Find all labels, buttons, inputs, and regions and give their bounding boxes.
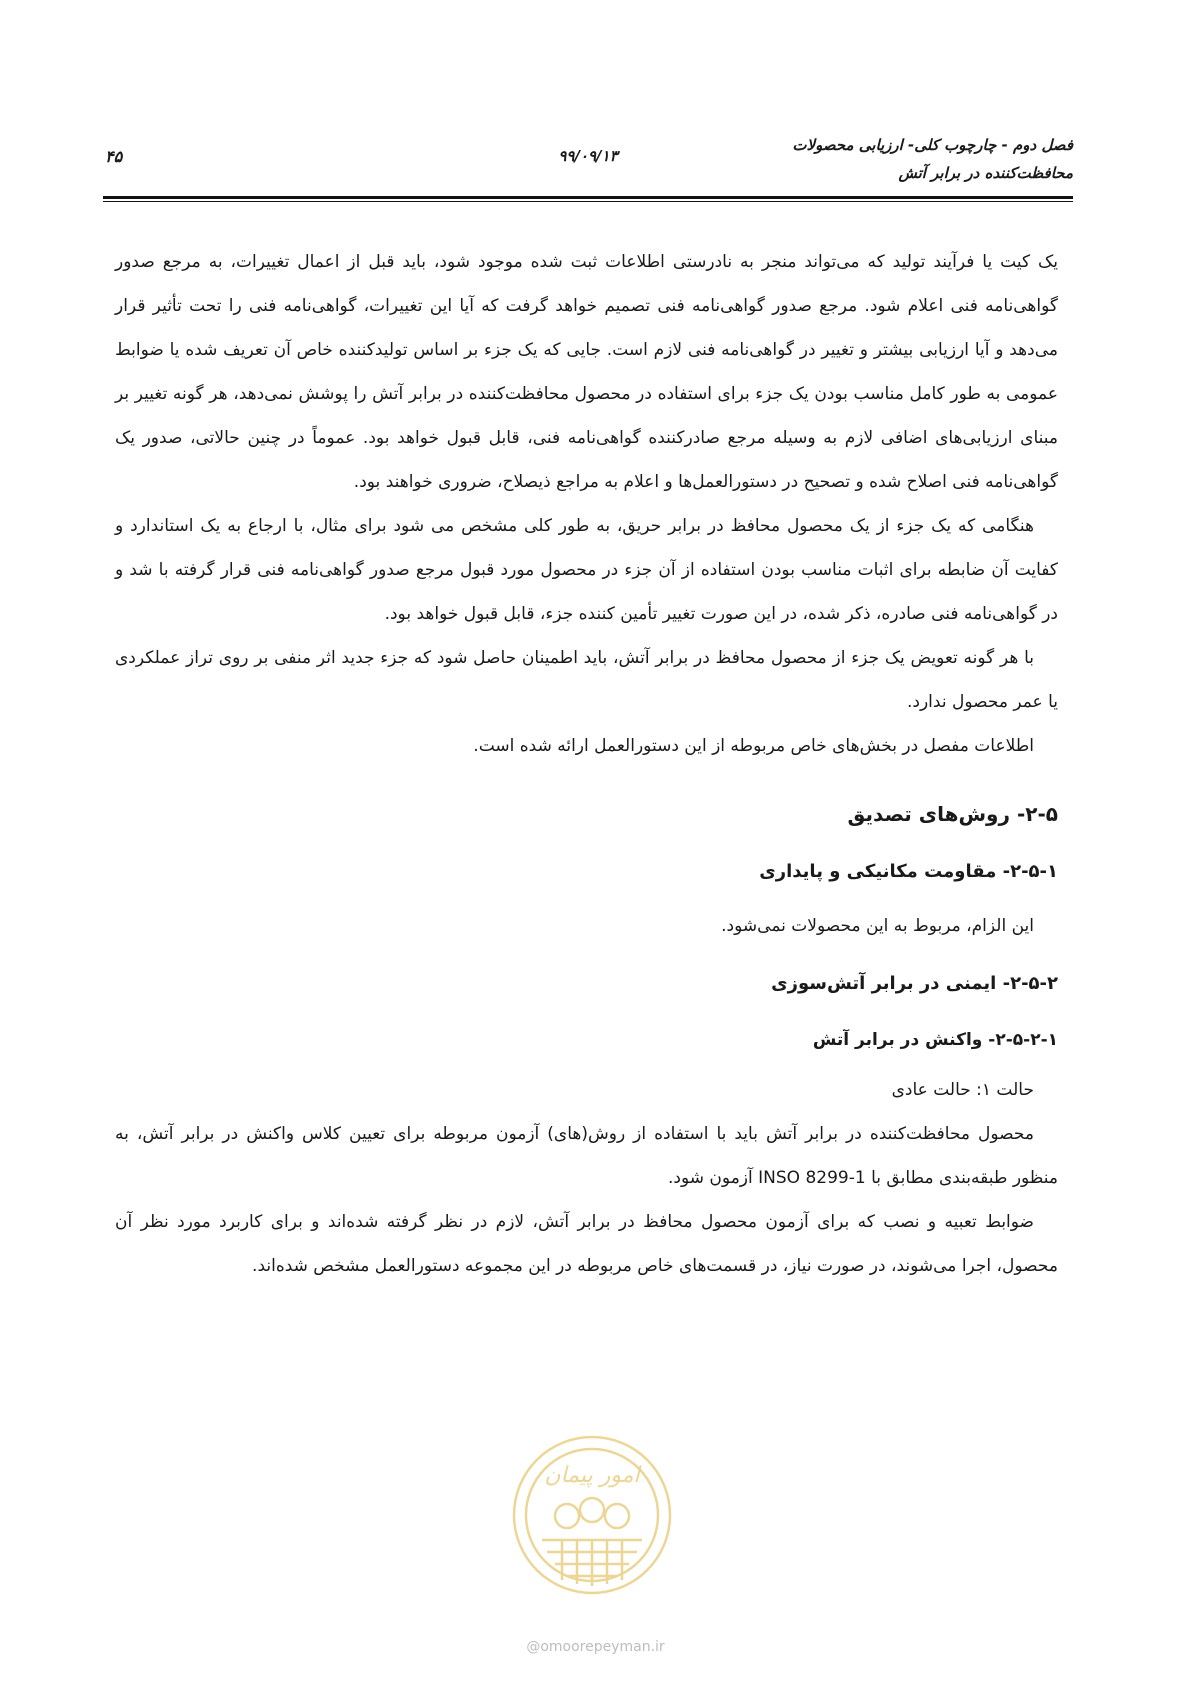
chapter-title-line1: فصل دوم - چارچوب کلی- ارزیابی محصولات	[792, 136, 1073, 154]
watermark-handle: @omoorepeyman.ir	[526, 1639, 665, 1655]
heading-fire-safety: ۲-۵-۲- ایمنی در برابر آتش‌سوزی	[771, 973, 1058, 994]
heading-mechanical-resistance: ۲-۵-۱- مقاومت مکانیکی و پایداری	[759, 861, 1058, 882]
stamp-lettering: امور پیمان	[544, 1463, 640, 1488]
omoor-peyman-stamp-logo	[507, 1430, 677, 1600]
paragraph-component-change: یک کیت یا فرآیند تولید که می‌تواند منجر به نادرستی اطلاعات ثبت شده موجود شود، باید قبل از اعمال تغییرات، به مرجع صدور گواهی‌نامه فنی اعلام شود. مرجع صدور گواهی‌نامه فنی تصمیم خواهد گرفت که آیا این تغییرات، گواهی‌نامه فنی را تحت تأثیر قرار می‌دهد و آیا ارزیابی بیشتر و تغییر در گواهی‌نامه فنی لازم است. جایی که یک جزء بر اساس تولیدکننده خاص آن تعریف شده یا ضوابط عمومی به طور کامل مناسب بودن یک جزء برای استفاده در محصول محافظت‌کننده در برابر آتش را پوشش نمی‌دهد، هر گونه تغییر بر مبنای ارزیابی‌های اضافی لازم به وسیله مرجع صادرکننده گواهی‌نامه فنی، قابل قبول خواهد بود. عموماً در چنین حالاتی، صدور یک گواهی‌نامه فنی اصلاح شده و تصحیح در دستورالعمل‌ها و اعلام به مراجع ذیصلاح، ضروری خواهند بود.	[115, 252, 1058, 492]
paragraph-case-1: حالت ۱: حالت عادی	[891, 1080, 1034, 1100]
paragraph-component-standard: هنگامی که یک جزء از یک محصول محافظ در برابر حریق، به طور کلی مشخص می شود برای مثال، با ارجاع به یک استاندارد و کفایت آن ضابطه برای اثبات مناسب بودن استفاده از آن جزء در محصول مورد قبول مرجع صدور گواهی‌نامه فنی قرار گرفته با شد و در گواهی‌نامه فنی صادره، ذکر شده، در این صورت تغییر تأمین کننده جزء، قابل قبول خواهد بود.	[115, 516, 1058, 624]
paragraph-test-classification: محصول محافظت‌کننده در برابر آتش باید با استفاده از روش(های) آزمون مربوطه برای تعیین کلاس واکنش در برابر آتش، به منظور طبقه‌بندی مطابق با INSO 8299-1 آزمون شود.	[115, 1124, 1058, 1188]
chapter-title-line2: محافظت‌کننده در برابر آتش	[898, 164, 1073, 182]
page-number: ۴۵	[105, 147, 123, 166]
header-date: ۹۹/۰۹/۱۳	[558, 147, 618, 165]
heading-reaction-to-fire: ۲-۵-۲-۱- واکنش در برابر آتش	[812, 1030, 1058, 1050]
heading-verification-methods: ۲-۵- روش‌های تصدیق	[847, 802, 1058, 826]
header-rule-thick	[103, 196, 1073, 199]
paragraph-component-replacement: با هر گونه تعویض یک جزء از محصول محافظ در برابر آتش، باید اطمینان حاصل شود که جزء جدید اثر منفی بر روی تراز عملکردی یا عمر محصول ندارد.	[115, 648, 1058, 712]
paragraph-mounting-conditions: ضوابط تعبیه و نصب که برای آزمون محصول محافظ در برابر آتش، لازم در نظر گرفته شده‌اند و برای کاربرد مورد نظر آن محصول، اجرا می‌شوند، در صورت نیاز، در قسمت‌های خاص مربوطه در این مجموعه دستورالعمل مشخص شده‌اند.	[115, 1212, 1058, 1276]
paragraph-not-applicable: این الزام، مربوط به این محصولات نمی‌شود.	[721, 916, 1034, 936]
page-header	[103, 125, 1073, 195]
document-body	[115, 240, 1058, 1288]
paragraph-detailed-info: اطلاعات مفصل در بخش‌های خاص مربوطه از این دستورالعمل ارائه شده است.	[473, 736, 1034, 756]
header-rule-thin	[103, 201, 1073, 202]
